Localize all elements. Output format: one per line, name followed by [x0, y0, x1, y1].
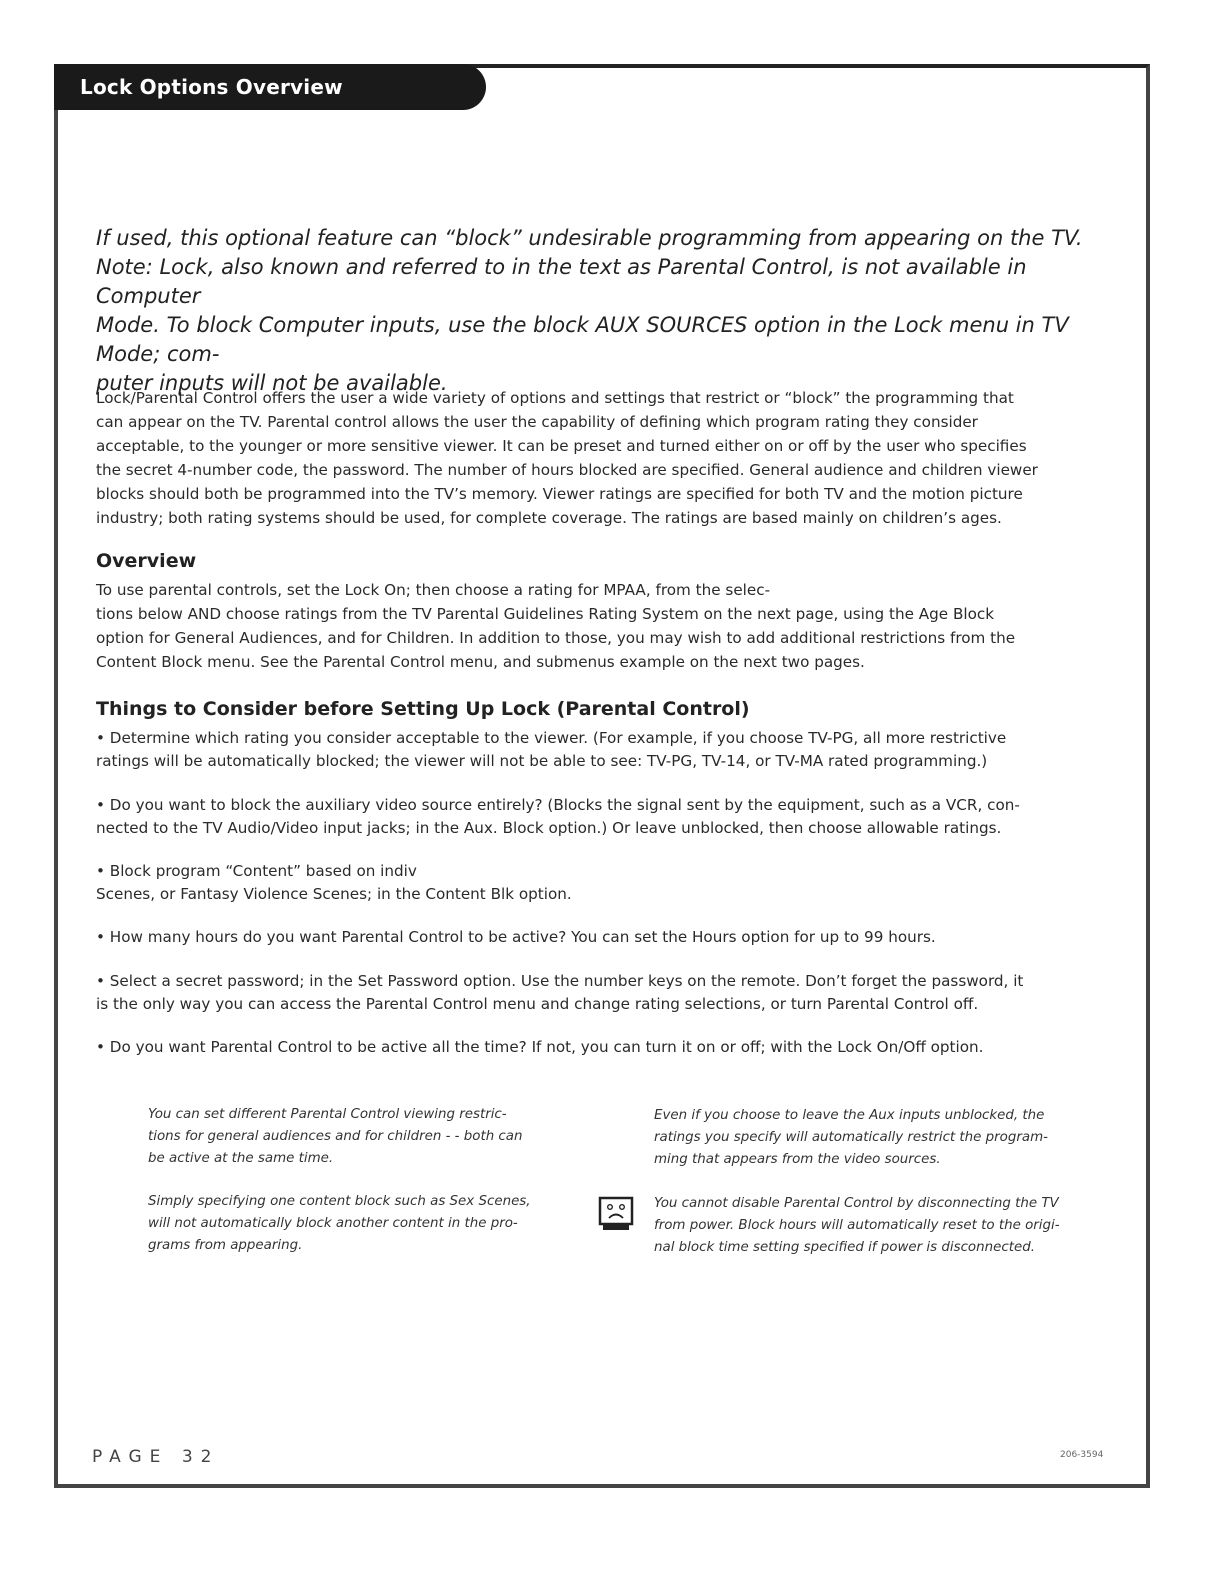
bullet-line: Scenes, or Fantasy Violence Scenes; in the Content Blk option. — [96, 885, 572, 903]
overview-line: Content Block menu. See the Parental Control menu, and submenus example on the next two pages. — [96, 653, 865, 671]
bullet-aux — [96, 794, 1100, 840]
description-line: the secret 4-number code, the password. The number of hours blocked are specified. General audience and children viewer — [96, 461, 1038, 479]
note-line: be active at the same time. — [148, 1151, 334, 1166]
note-line: tions for general audiences and for children - - both can — [148, 1129, 523, 1144]
note-line: will not automatically block another content in the pro- — [148, 1216, 518, 1231]
section-tab — [54, 64, 486, 110]
description-line: can appear on the TV. Parental control allows the user the capability of defining which program rating they consider — [96, 413, 978, 431]
note-content-block — [148, 1191, 531, 1257]
intro-line: If used, this optional feature can “block” undesirable programming from appearing on the TV. — [96, 226, 1083, 250]
intro-line: puter inputs will not be available. — [96, 371, 448, 395]
overview-heading: Overview — [96, 550, 197, 572]
bullet-line: • Determine which rating you consider acceptable to the viewer. (For example, if you choose TV-PG, all more restrictive — [96, 729, 1007, 747]
bullet-line: • Do you want to block the auxiliary video source entirely? (Blocks the signal sent by the equipment, such as a VCR, con- — [96, 796, 1020, 814]
bullet-line: • How many hours do you want Parental Control to be active? You can set the Hours option for up to 99 hours. — [96, 928, 936, 946]
bullet-line: • Select a secret password; in the Set Password option. Use the number keys on the remote. Don’t forget the password, it — [96, 972, 1024, 990]
sad-tv-icon — [598, 1196, 634, 1232]
document-code: 206-3594 — [1060, 1450, 1104, 1460]
note-line: You can set different Parental Control viewing restric- — [148, 1107, 507, 1122]
page-number: PAGE 32 — [92, 1447, 220, 1467]
things-heading: Things to Consider before Setting Up Lock (Parental Control) — [96, 698, 750, 720]
overview-line: To use parental controls, set the Lock On; then choose a rating for MPAA, from the selec- — [96, 581, 771, 599]
intro-line: Mode. To block Computer inputs, use the block AUX SOURCES option in the Lock menu in TV Mode; com- — [96, 313, 1069, 366]
note-line: from power. Block hours will automatically reset to the origi- — [654, 1218, 1060, 1233]
intro-line: Note: Lock, also known and referred to in the text as Parental Control, is not available in Computer — [96, 255, 1027, 308]
description-line: blocks should both be programmed into the TV’s memory. Viewer ratings are specified for both TV and the motion picture — [96, 485, 1023, 503]
description-line: Lock/Parental Control offers the user a wide variety of options and settings that restrict or “block” the programming that — [96, 389, 1014, 407]
description-line: acceptable, to the younger or more sensitive viewer. It can be preset and turned either on or off by the user who specifies — [96, 437, 1027, 455]
overview-line: option for General Audiences, and for Children. In addition to those, you may wish to add additional restrictions from the — [96, 629, 1016, 647]
bullet-line: ratings will be automatically blocked; the viewer will not be able to see: TV-PG, TV-14, or TV-MA rated programming.) — [96, 752, 988, 770]
bullet-line: • Block program “Content” based on indiv — [96, 862, 417, 880]
bullet-rating — [96, 727, 1100, 773]
bullet-line: nected to the TV Audio/Video input jacks; in the Aux. Block option.) Or leave unblocked, then choose allowable ratings. — [96, 819, 1002, 837]
note-power-disconnect — [654, 1193, 1060, 1259]
bullet-content — [96, 860, 1100, 906]
note-line: nal block time setting specified if power is disconnected. — [654, 1240, 1035, 1255]
bullet-hours — [96, 926, 1100, 949]
note-line: ming that appears from the video sources. — [654, 1152, 941, 1167]
note-line: grams from appearing. — [148, 1238, 303, 1253]
overview-line: tions below AND choose ratings from the TV Parental Guidelines Rating System on the next page, using the Age Block — [96, 605, 995, 623]
note-aux-inputs — [654, 1105, 1048, 1171]
bullet-line: • Do you want Parental Control to be active all the time? If not, you can turn it on or off; with the Lock On/Off option. — [96, 1038, 984, 1056]
intro-paragraph — [96, 224, 1096, 398]
note-line: You cannot disable Parental Control by disconnecting the TV — [654, 1196, 1059, 1211]
description-line: industry; both rating systems should be used, for complete coverage. The ratings are based mainly on children’s ages. — [96, 509, 1002, 527]
note-general-children — [148, 1104, 523, 1170]
description-paragraph — [96, 386, 1038, 530]
bullet-onoff — [96, 1036, 1100, 1059]
overview-paragraph — [96, 578, 1015, 674]
note-line: Simply specifying one content block such as Sex Scenes, — [148, 1194, 531, 1209]
section-title: Lock Options Overview — [80, 75, 343, 99]
bullet-password — [96, 970, 1100, 1016]
bullet-line: is the only way you can access the Parental Control menu and change rating selections, or turn Parental Control off. — [96, 995, 979, 1013]
note-line: ratings you specify will automatically restrict the program- — [654, 1130, 1048, 1145]
note-line: Even if you choose to leave the Aux inputs unblocked, the — [654, 1108, 1045, 1123]
